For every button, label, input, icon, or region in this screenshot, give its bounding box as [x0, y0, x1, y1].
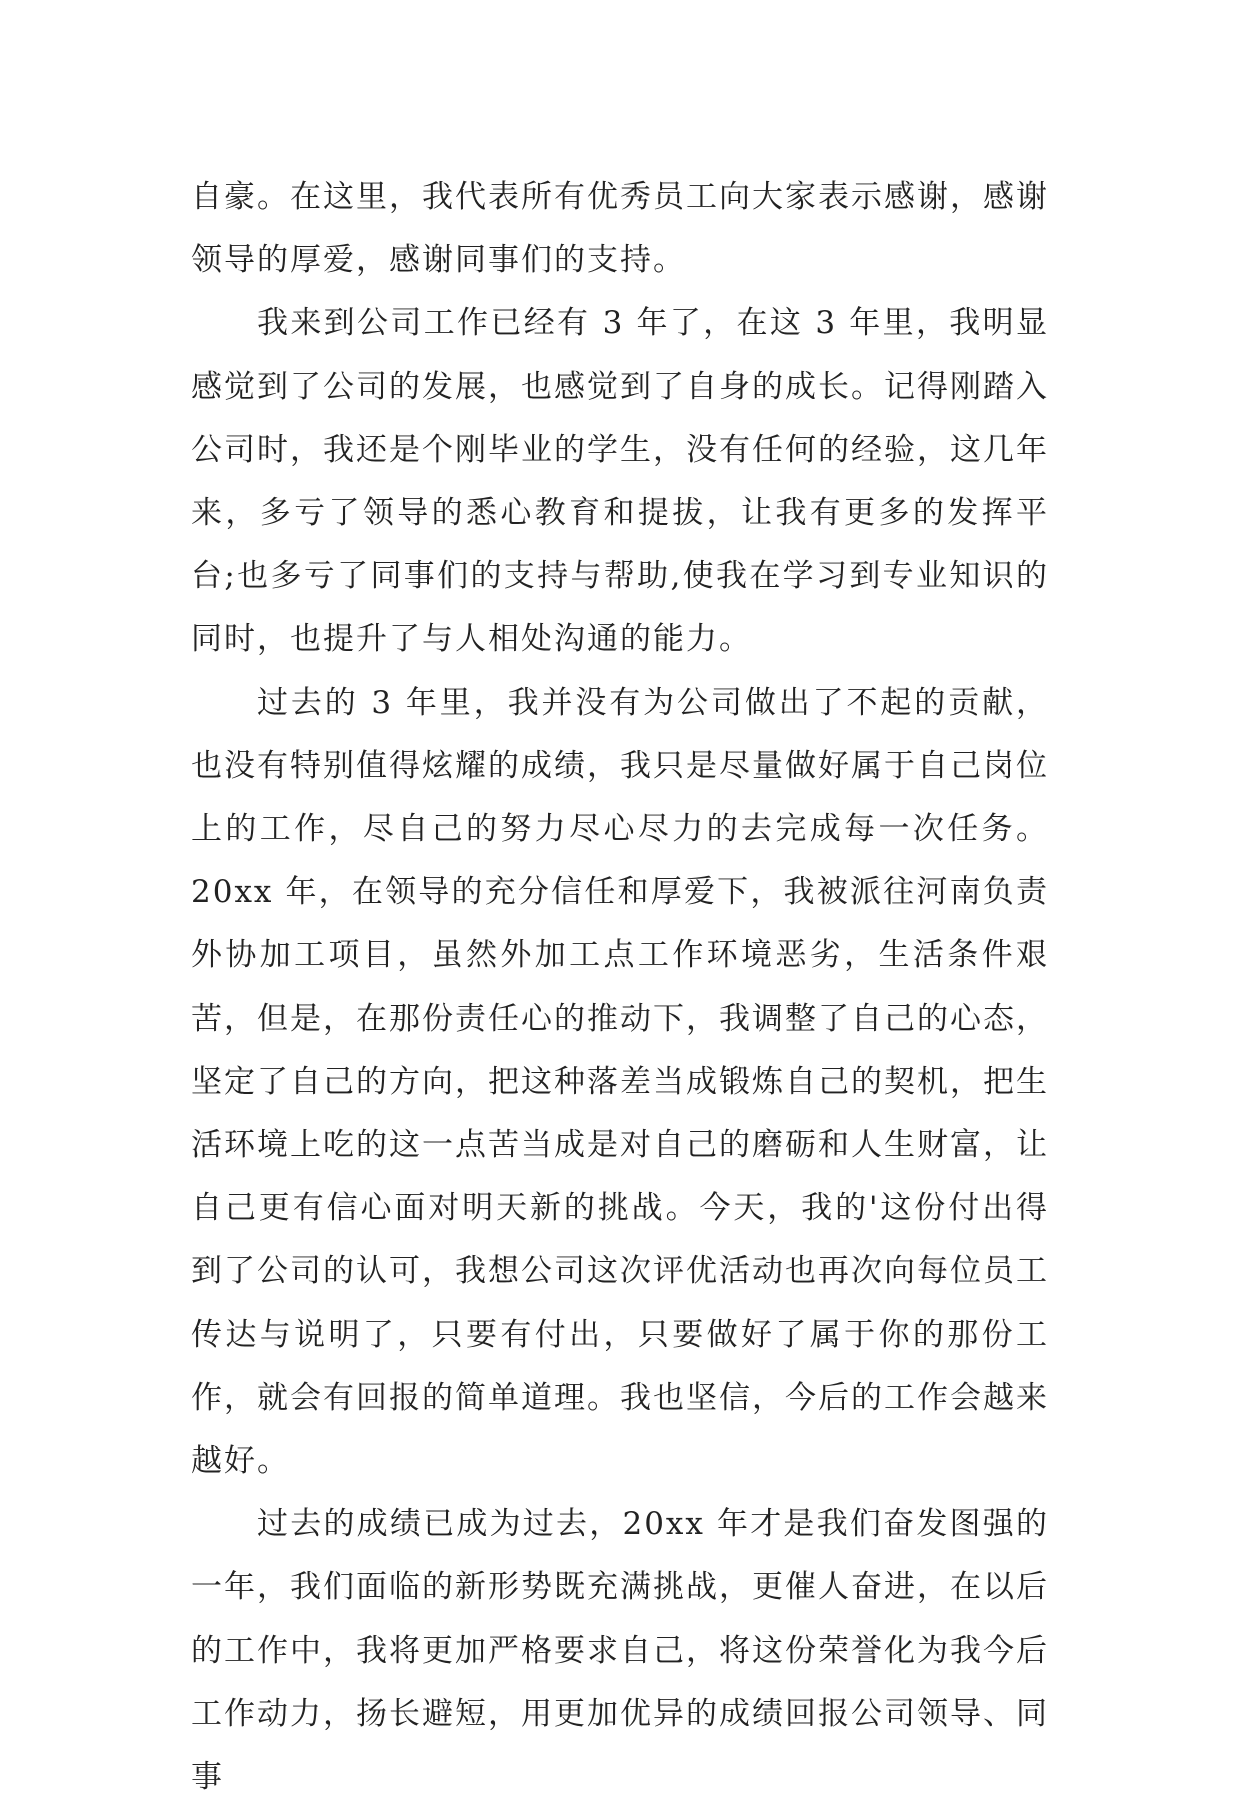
paragraph-1: 自豪。在这里，我代表所有优秀员工向大家表示感谢，感谢领导的厚爱，感谢同事们的支持。 [191, 179, 1049, 279]
document-body [191, 166, 1049, 1809]
paragraph-4: 过去的成绩已成为过去，20xx 年才是我们奋发图强的一年，我们面临的新形势既充满挑战，更催人奋进，在以后的工作中，我将更加严格要求自己，将这份荣誉化为我今后工作动力，扬长避短，用更加优异的成绩回报公司领导、同事 [191, 1506, 1049, 1796]
paragraph-2: 我来到公司工作已经有 3 年了，在这 3 年里，我明显感觉到了公司的发展，也感觉到了自身的成长。记得刚踏入公司时，我还是个刚毕业的学生，没有任何的经验，这几年来，多亏了领导的悉心教育和提拔，让我有更多的发挥平台;也多亏了同事们的支持与帮助,使我在学习到专业知识的同时，也提升了与人相处沟通的能力。 [191, 305, 1049, 658]
paragraph-3: 过去的 3 年里，我并没有为公司做出了不起的贡献，也没有特别值得炫耀的成绩，我只是尽量做好属于自己岗位上的工作，尽自己的努力尽心尽力的去完成每一次任务。20xx 年，在领导的充分信任和厚爱下，我被派往河南负责外协加工项目，虽然外加工点工作环境恶劣，生活条件艰苦，但是，在那份责任心的推动下，我调整了自己的心态，坚定了自己的方向，把这种落差当成锻炼自己的契机，把生活环境上吃的这一点苦当成是对自己的磨砺和人生财富，让自己更有信心面对明天新的挑战。今天，我的'这份付出得到了公司的认可，我想公司这次评优活动也再次向每位员工传达与说明了，只要有付出，只要做好了属于你的那份工作，就会有回报的简单道理。我也坚信，今后的工作会越来越好。 [191, 684, 1049, 1480]
